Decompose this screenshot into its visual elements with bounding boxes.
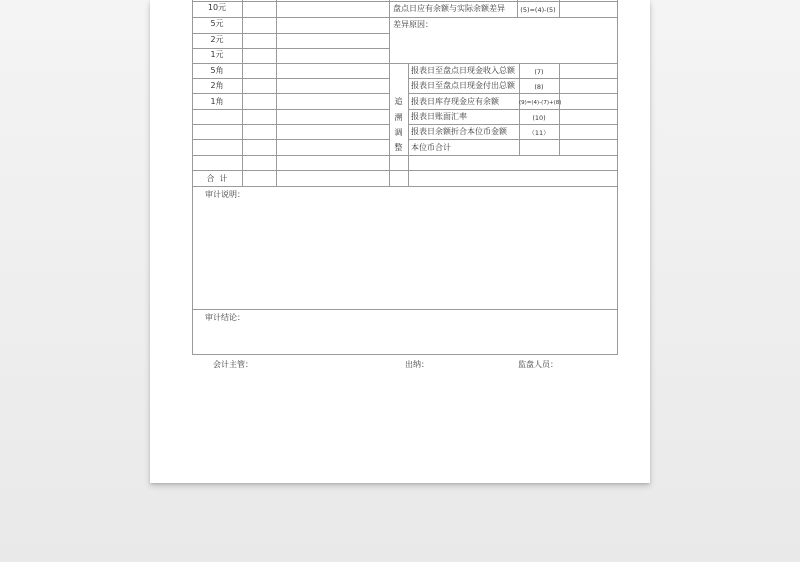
adjust-row-label: 报表日至盘点日现金收入总额 [411, 66, 515, 75]
denomination-cell: 10元 [207, 3, 227, 12]
adjust-row-label: 报表日余额折合本位币金额 [411, 127, 507, 136]
adjust-char: 溯 [394, 113, 403, 122]
adjust-row-label: 报表日账面汇率 [411, 112, 467, 121]
denomination-cell: 1元 [210, 50, 224, 59]
signature-accounting-supervisor: 会计主管： [213, 360, 253, 369]
denomination-cell: 2元 [210, 35, 224, 44]
denomination-cell: 5元 [210, 19, 224, 28]
adjust-row-code: (7) [534, 68, 544, 76]
total-label: 合 计 [206, 174, 228, 183]
audit-description-label: 审计说明： [205, 190, 245, 199]
adjust-char: 调 [394, 128, 403, 137]
adjust-row-code: （11） [528, 129, 550, 137]
adjust-char: 追 [394, 97, 403, 106]
audit-conclusion-label: 审计结论： [205, 313, 245, 322]
adjust-row-label: 报表日至盘点日现金付出总额 [411, 81, 515, 90]
adjust-row-label: 本位币合计 [411, 143, 451, 152]
signature-supervisor: 监盘人员： [518, 360, 558, 369]
discrepancy-label: 盘点日应有余额与实际余额差异 [393, 4, 505, 13]
adjust-row-code: (8) [534, 83, 544, 91]
adjust-row-code: (9)=(4)-(7)+(8) [519, 100, 562, 106]
adjust-row-label: 报表日库存现金应有余额 [411, 97, 499, 106]
signature-cashier: 出纳： [405, 360, 429, 369]
denomination-cell: 5角 [210, 66, 224, 75]
adjust-char: 整 [394, 143, 403, 152]
denomination-cell: 1角 [210, 97, 224, 106]
reason-label: 差异原因： [393, 20, 433, 29]
denomination-cell: 2角 [210, 81, 224, 90]
adjust-row-code: (10) [532, 114, 546, 122]
discrepancy-formula: (5)=(4)-(5) [520, 6, 556, 14]
